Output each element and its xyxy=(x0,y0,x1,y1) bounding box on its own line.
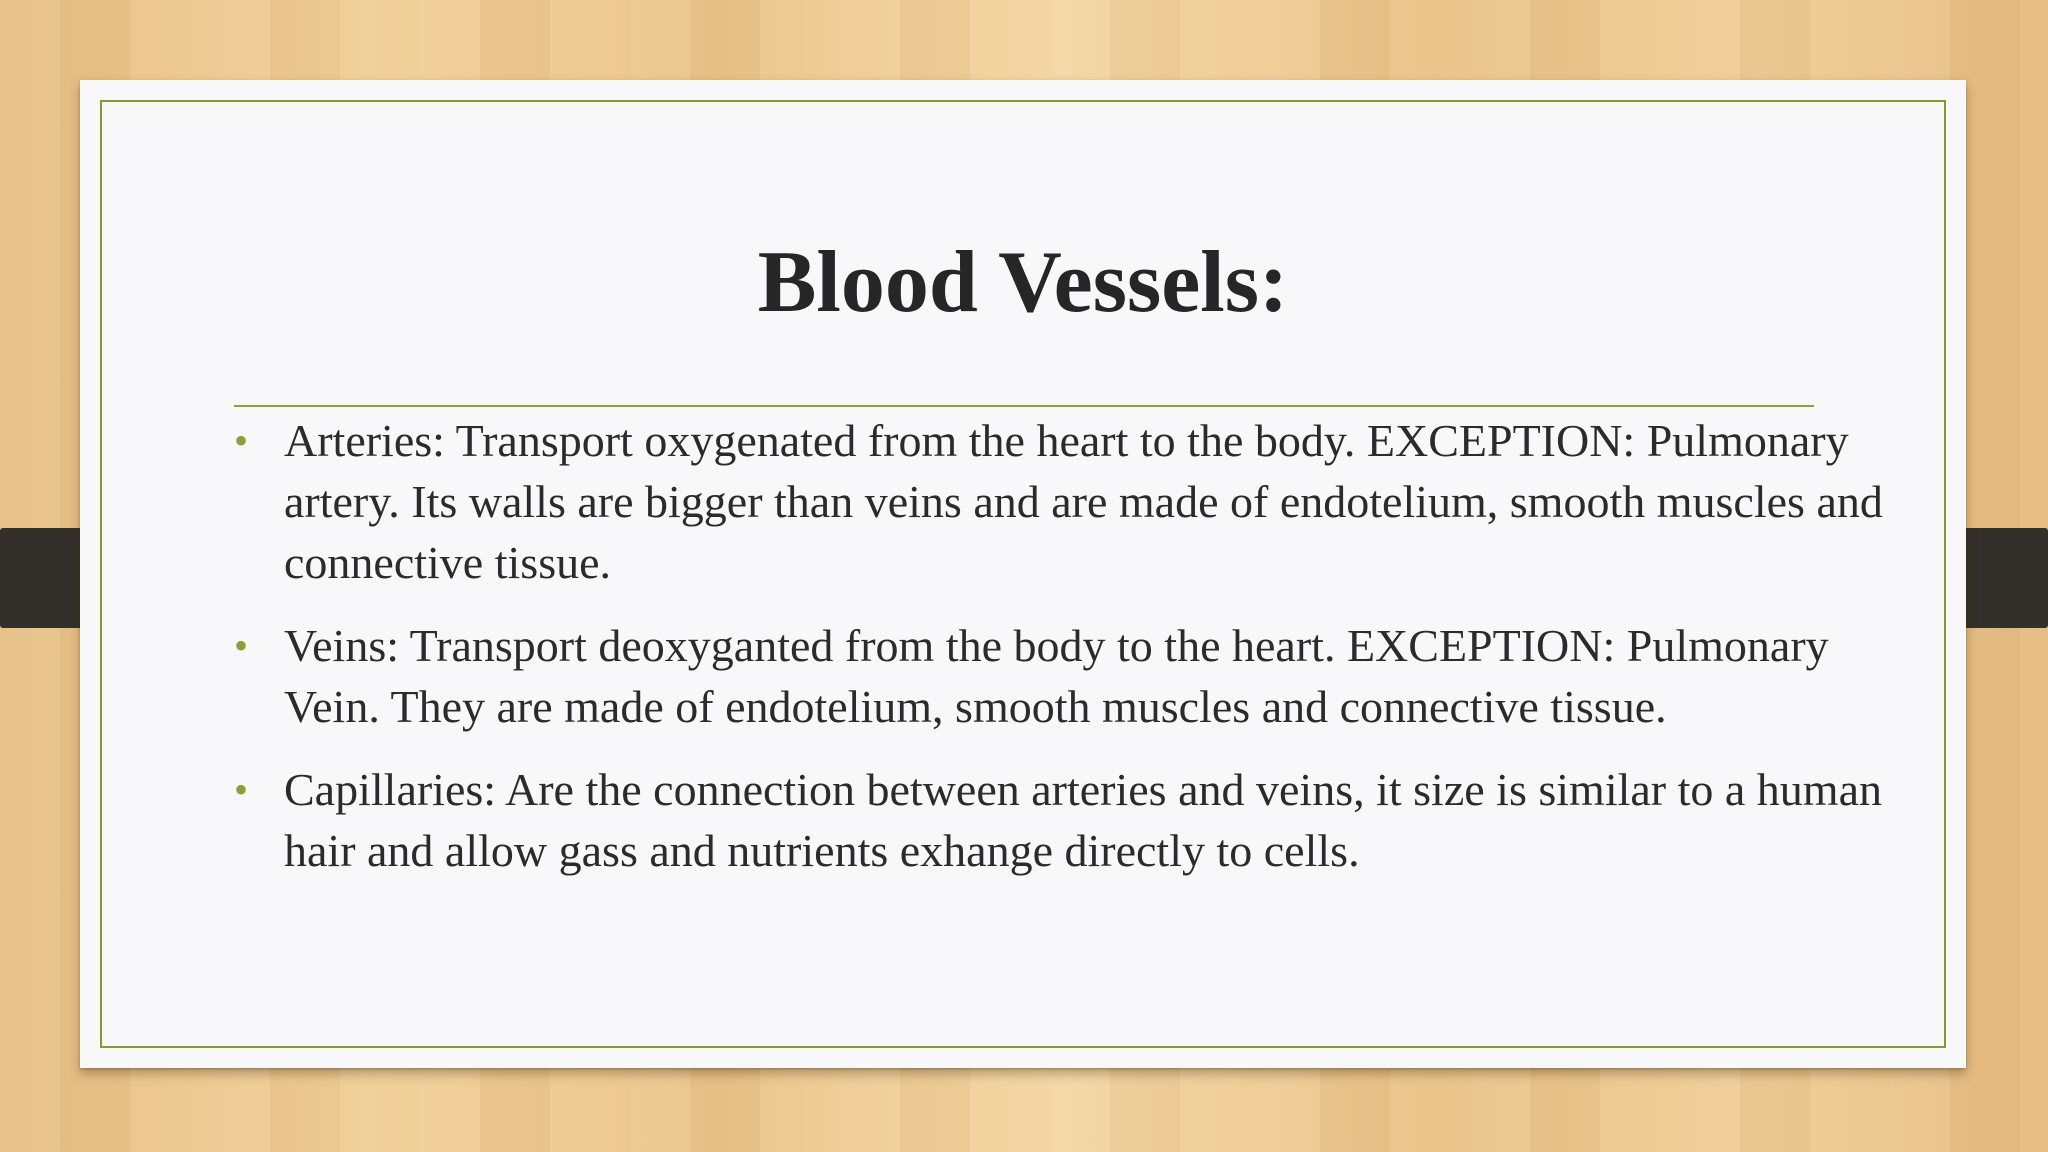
bullet-capillaries xyxy=(204,759,1884,881)
title-divider xyxy=(234,405,1814,407)
slide-title: Blood Vessels: xyxy=(757,234,1289,331)
bullet-text: Capillaries: Are the connection between arteries and veins, it size is similar to a human hair and allow gass and nutrients exhange directly to cells. xyxy=(284,764,1883,876)
bullet-marker-icon: • xyxy=(234,623,249,668)
bullet-marker-icon: • xyxy=(234,767,249,812)
bullet-veins xyxy=(204,615,1884,737)
bullet-text: Arteries: Transport oxygenated from the heart to the body. EXCEPTION: Pulmonary artery. Its walls are bigger than veins and are made of endotelium, smooth muscles and connective tissue. xyxy=(284,415,1883,588)
slide-card xyxy=(80,80,1966,1068)
bullet-marker-icon: • xyxy=(234,418,249,463)
bullet-arteries xyxy=(204,410,1884,593)
bullet-text: Veins: Transport deoxyganted from the body to the heart. EXCEPTION: Pulmonary Vein. They are made of endotelium, smooth muscles and connective tissue. xyxy=(284,620,1829,732)
bullet-list xyxy=(204,410,1884,903)
